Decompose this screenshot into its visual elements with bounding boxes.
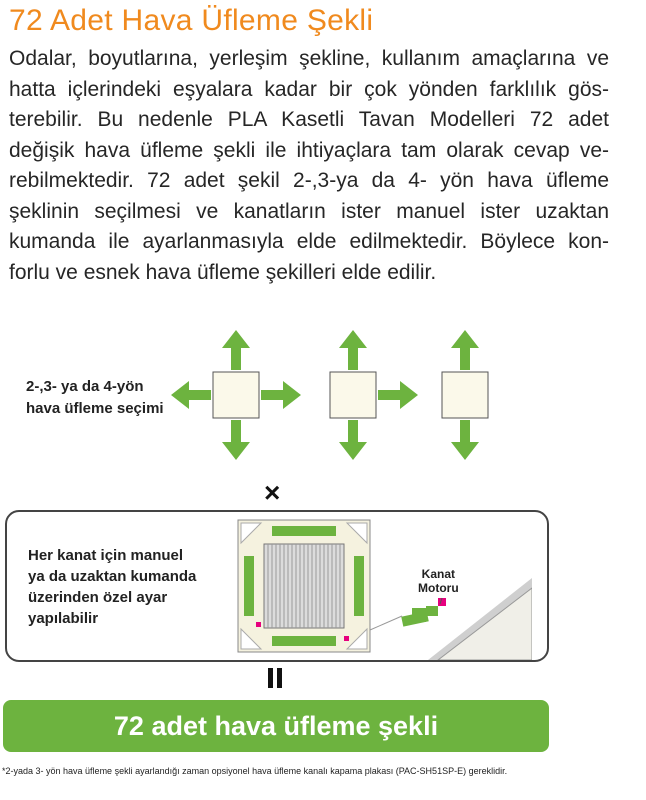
arrow-right-icon [261, 381, 301, 409]
cassette-unit-icon [213, 372, 259, 418]
cassette-unit-icon [330, 372, 376, 418]
flap-label-line: Her kanat için manuel [28, 547, 184, 564]
vane-left [244, 556, 254, 616]
arrow-right-icon [378, 381, 418, 409]
page-title: 72 Adet Hava Üfleme Şekli [9, 4, 374, 37]
motor-label-line: Motoru [418, 581, 459, 595]
paragraph-line: forlu ve esnek hava üfleme şekilleri elde edilir. [9, 260, 437, 284]
flap-label-line: ya da uzaktan kumanda [28, 568, 197, 585]
paragraph-line: kumanda ile ayarlanmasıyla elde edilmektedir. Böylece kon- [9, 230, 609, 253]
paragraph-line: hatta içlerindeki eşyalara kadar bir çok yönden farklılık gös- [9, 77, 609, 101]
flap-label-line: üzerinden özel ayar [28, 589, 168, 606]
flap-description [28, 545, 196, 629]
paragraph-line: değişik hava üfleme şekli ile ihtiyaçlara tam olarak cevap ve- [9, 138, 609, 162]
motor-label-line: Kanat [421, 567, 455, 581]
four-way-unit [171, 330, 301, 460]
paragraph-line: Odalar, boyutlarına, yerleşim şekline, kullanım amaçlarına ve [9, 47, 609, 70]
equals-icon [266, 668, 286, 690]
direction-label-line: 2-,3- ya da 4-yön [26, 378, 144, 395]
three-way-unit [330, 330, 418, 460]
arrow-down-icon [451, 420, 479, 460]
paragraph-line: terebilir. Bu nedenle PLA Kasetli Tavan Modelleri 72 adet [9, 108, 609, 131]
two-way-unit [442, 330, 488, 460]
vane-bottom [272, 636, 336, 646]
vane-right [354, 556, 364, 616]
result-banner: 72 adet hava üfleme şekli [3, 700, 549, 752]
multiply-icon: × [264, 477, 281, 508]
arrow-up-icon [451, 330, 479, 370]
intro-paragraph [9, 44, 609, 288]
arrow-up-icon [222, 330, 250, 370]
cassette-unit-icon [442, 372, 488, 418]
vane-top [272, 526, 336, 536]
motor-label [418, 567, 459, 595]
paragraph-line: şeklinin seçilmesi ve kanatların ister manuel ister uzaktan [9, 199, 609, 223]
flap-label-line: yapılabilir [28, 610, 99, 627]
direction-label-line: hava üfleme seçimi [26, 400, 164, 417]
arrow-up-icon [339, 330, 367, 370]
arrow-down-icon [222, 420, 250, 460]
cassette-top-view [232, 518, 532, 660]
paragraph-line: rebilmektedir. 72 adet şekil 2-,3-ya da 4- yön hava üfleme [9, 169, 609, 192]
footnote: *2-yada 3- yön hava üfleme şekli ayarlandığı zaman opsiyonel hava üfleme kanalı kapama plakası (PAC-SH51SP-E) gereklidir. [2, 766, 508, 776]
arrow-left-icon [171, 381, 211, 409]
arrow-down-icon [339, 420, 367, 460]
